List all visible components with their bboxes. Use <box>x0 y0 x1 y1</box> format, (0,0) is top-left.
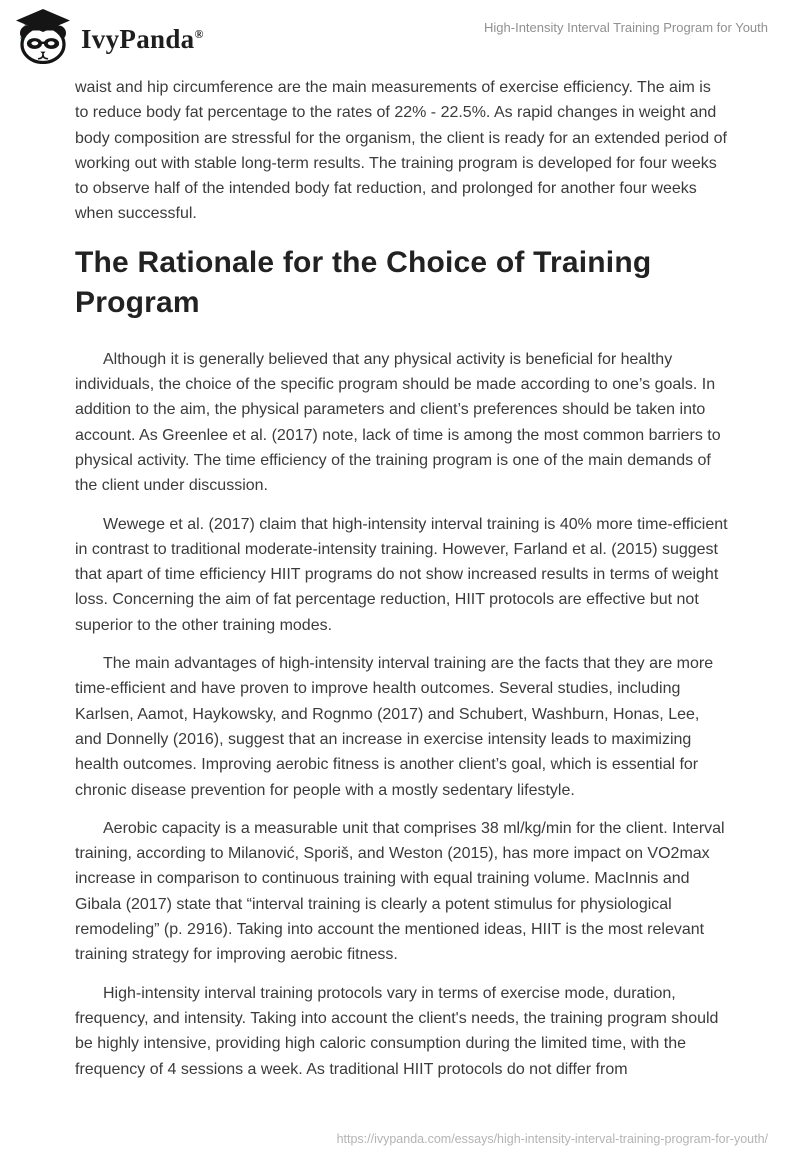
brand-text: IvyPanda <box>81 23 195 54</box>
paragraph: High-intensity interval training protocols vary in terms of exercise mode, duration, frequency, and intensity. Taking into account the client's needs, the training program should be highly intensive, providing high caloric consumption during the limited time, with the frequency of 4 sessions a week. As traditional HIIT protocols do not differ from <box>75 984 719 1078</box>
running-head-title: High-Intensity Interval Training Program for Youth <box>484 20 768 35</box>
paragraph: Although it is generally believed that any physical activity is beneficial for healthy individuals, the choice of the specific program should be made according to one’s goals. In addition to the aim, the physical parameters and client’s preferences should be taken into account. As Greenlee et al. (2017) note, lack of time is among the most common barriers to physical activity. The time efficiency of the training program is one of the main demands of the client under discussion. <box>75 350 721 495</box>
paragraph: Wewege et al. (2017) claim that high-intensity interval training is 40% more time-efficient in contrast to traditional moderate-intensity training. However, Farland et al. (2015) suggest that apart of time efficiency HIIT programs do not show increased results in terms of weight loss. Concerning the aim of fat percentage reduction, HIIT protocols are effective but not superior to the other training modes. <box>75 515 728 634</box>
section-heading: The Rationale for the Choice of Training Program <box>75 245 652 319</box>
source-url[interactable]: https://ivypanda.com/essays/high-intensity-interval-training-program-for-youth/ <box>336 1132 768 1146</box>
page-header <box>0 0 800 64</box>
brand-name <box>81 23 204 54</box>
panda-graduate-icon <box>14 8 72 64</box>
paragraph: The main advantages of high-intensity interval training are the facts that they are more time-efficient and have proven to improve health outcomes. Several studies, including Karlsen, Aamot, Haykowsky, and Rognmo (2017) and Schubert, Washburn, Honas, Lee, and Donnelly (2016), suggest that an increase in exercise intensity leads to maximizing health outcomes. Improving aerobic fitness is another client’s goal, which is essential for chronic disease prevention for people with a mostly sedentary lifestyle. <box>75 655 714 799</box>
paragraph: Aerobic capacity is a measurable unit that comprises 38 ml/kg/min for the client. Interval training, according to Milanović, Sporiš, and Weston (2015), has more impact on VO2max increase in comparison to continuous training with equal training volume. MacInnis and Gibala (2017) state that “interval training is clearly a potent stimulus for physiological remodeling” (p. 2916). Taking into account the mentioned ideas, HIIT is the most relevant training strategy for improving aerobic fitness. <box>75 819 725 964</box>
page-footer <box>337 1132 768 1146</box>
ivypanda-logo[interactable] <box>14 8 204 64</box>
essay-content <box>75 64 728 1082</box>
registered-mark: ® <box>194 26 204 41</box>
paragraph-continuation: waist and hip circumference are the main measurements of exercise efficiency. The aim is to reduce body fat percentage to the rates of 22% - 22.5%. As rapid changes in weight and body composition are stressful for the organism, the client is ready for an extended period of working out with stable long-term results. The training program is developed for four weeks to observe half of the intended body fat reduction, and prolonged for another four weeks when successful. <box>75 79 727 223</box>
